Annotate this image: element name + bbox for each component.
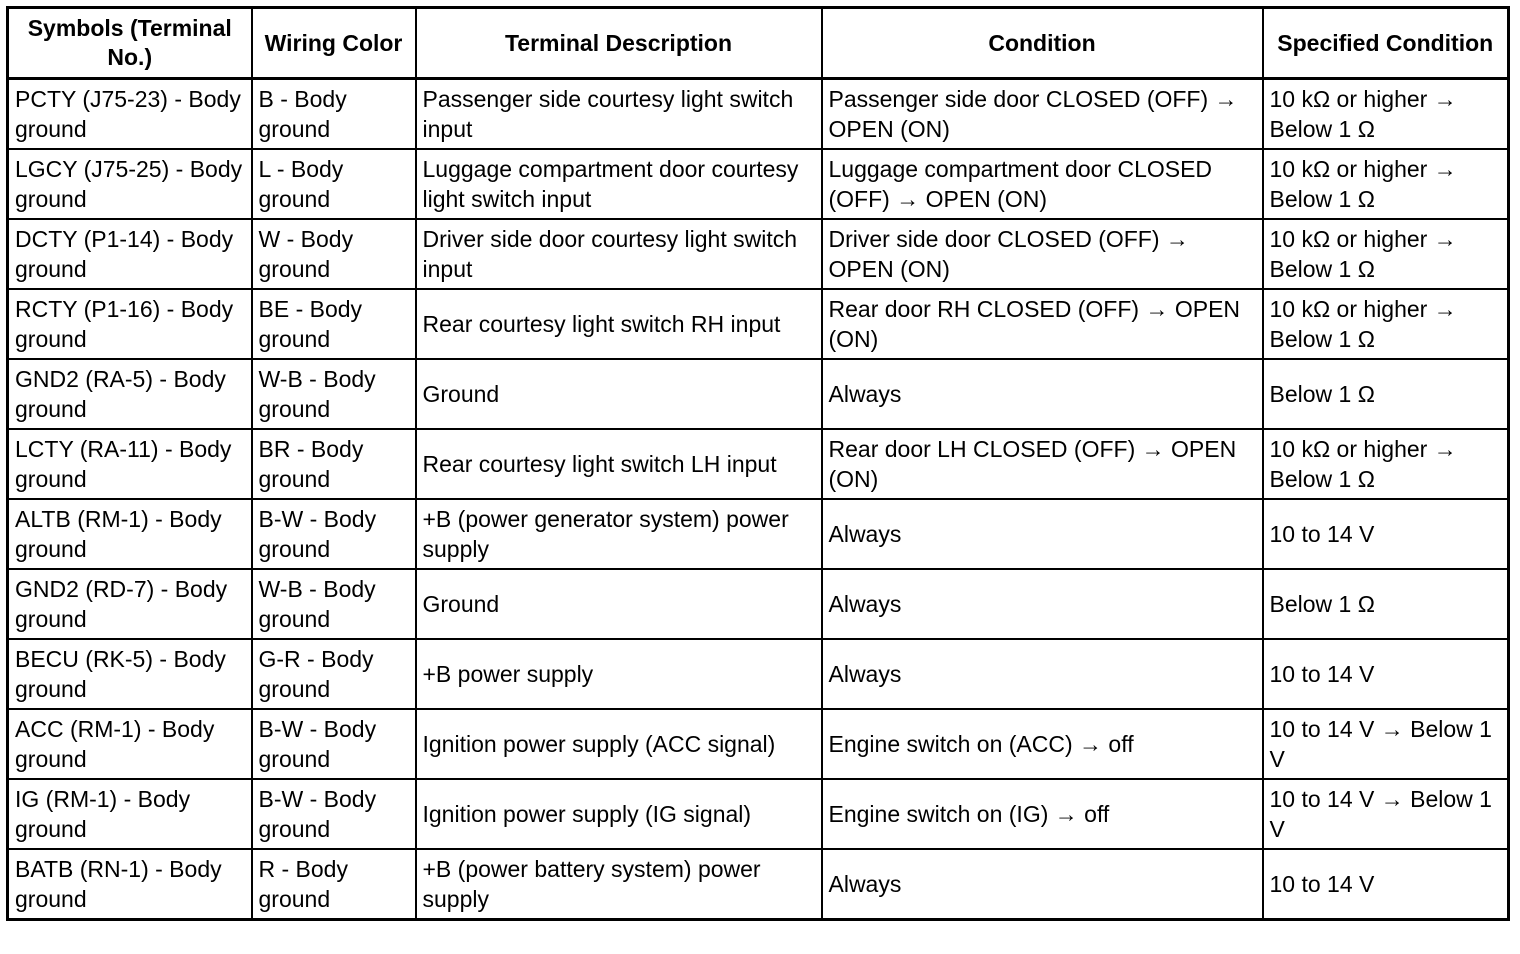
table-row [8, 219, 1509, 289]
cell-symbol: BATB (RN-1) - Body ground [8, 849, 252, 920]
cell-symbol: BECU (RK-5) - Body ground [8, 639, 252, 709]
cell-symbol: IG (RM-1) - Body ground [8, 779, 252, 849]
cell-specified-condition: 10 kΩ or higher → Below 1 Ω [1263, 79, 1509, 150]
cell-terminal-description: Rear courtesy light switch LH input [416, 429, 822, 499]
cell-condition: Always [822, 849, 1263, 920]
cell-wiring-color: B-W - Body ground [252, 499, 416, 569]
table-row [8, 429, 1509, 499]
cell-specified-condition: 10 kΩ or higher → Below 1 Ω [1263, 149, 1509, 219]
cell-specified-condition: 10 to 14 V [1263, 639, 1509, 709]
cell-condition: Luggage compartment door CLOSED (OFF) → OPEN (ON) [822, 149, 1263, 219]
cell-wiring-color: L - Body ground [252, 149, 416, 219]
cell-wiring-color: B-W - Body ground [252, 779, 416, 849]
cell-specified-condition: 10 kΩ or higher → Below 1 Ω [1263, 429, 1509, 499]
cell-symbol: DCTY (P1-14) - Body ground [8, 219, 252, 289]
table-row [8, 849, 1509, 920]
cell-terminal-description: Ignition power supply (ACC signal) [416, 709, 822, 779]
cell-specified-condition: 10 to 14 V → Below 1 V [1263, 779, 1509, 849]
table-row [8, 289, 1509, 359]
cell-symbol: RCTY (P1-16) - Body ground [8, 289, 252, 359]
cell-specified-condition: Below 1 Ω [1263, 569, 1509, 639]
cell-wiring-color: B - Body ground [252, 79, 416, 150]
cell-terminal-description: +B (power generator system) power supply [416, 499, 822, 569]
cell-symbol: LCTY (RA-11) - Body ground [8, 429, 252, 499]
cell-condition: Rear door RH CLOSED (OFF) → OPEN (ON) [822, 289, 1263, 359]
header-symbols: Symbols (Terminal No.) [8, 8, 252, 79]
cell-terminal-description: Passenger side courtesy light switch input [416, 79, 822, 150]
cell-terminal-description: Ground [416, 359, 822, 429]
header-condition: Condition [822, 8, 1263, 79]
cell-condition: Always [822, 569, 1263, 639]
cell-wiring-color: W - Body ground [252, 219, 416, 289]
cell-condition: Rear door LH CLOSED (OFF) → OPEN (ON) [822, 429, 1263, 499]
header-terminal-description: Terminal Description [416, 8, 822, 79]
cell-symbol: LGCY (J75-25) - Body ground [8, 149, 252, 219]
cell-symbol: GND2 (RD-7) - Body ground [8, 569, 252, 639]
cell-condition: Always [822, 639, 1263, 709]
header-specified-condition: Specified Condition [1263, 8, 1509, 79]
table-header [8, 8, 1509, 79]
header-row [8, 8, 1509, 79]
header-wiring-color: Wiring Color [252, 8, 416, 79]
cell-specified-condition: 10 kΩ or higher → Below 1 Ω [1263, 289, 1509, 359]
terminal-spec-table [6, 6, 1510, 921]
cell-symbol: GND2 (RA-5) - Body ground [8, 359, 252, 429]
table-body [8, 79, 1509, 920]
cell-symbol: ALTB (RM-1) - Body ground [8, 499, 252, 569]
cell-condition: Passenger side door CLOSED (OFF) → OPEN (ON) [822, 79, 1263, 150]
cell-condition: Always [822, 499, 1263, 569]
cell-wiring-color: W-B - Body ground [252, 359, 416, 429]
table-row [8, 79, 1509, 150]
cell-specified-condition: 10 to 14 V → Below 1 V [1263, 709, 1509, 779]
cell-terminal-description: +B power supply [416, 639, 822, 709]
table-row [8, 639, 1509, 709]
cell-terminal-description: Ignition power supply (IG signal) [416, 779, 822, 849]
cell-specified-condition: 10 to 14 V [1263, 849, 1509, 920]
cell-terminal-description: Rear courtesy light switch RH input [416, 289, 822, 359]
cell-specified-condition: Below 1 Ω [1263, 359, 1509, 429]
table-row [8, 149, 1509, 219]
cell-wiring-color: W-B - Body ground [252, 569, 416, 639]
cell-wiring-color: R - Body ground [252, 849, 416, 920]
cell-terminal-description: Ground [416, 569, 822, 639]
cell-specified-condition: 10 kΩ or higher → Below 1 Ω [1263, 219, 1509, 289]
cell-wiring-color: B-W - Body ground [252, 709, 416, 779]
cell-wiring-color: BR - Body ground [252, 429, 416, 499]
cell-condition: Engine switch on (IG) → off [822, 779, 1263, 849]
cell-condition: Driver side door CLOSED (OFF) → OPEN (ON) [822, 219, 1263, 289]
cell-wiring-color: G-R - Body ground [252, 639, 416, 709]
table-row [8, 499, 1509, 569]
cell-condition: Always [822, 359, 1263, 429]
cell-symbol: PCTY (J75-23) - Body ground [8, 79, 252, 150]
cell-terminal-description: Driver side door courtesy light switch input [416, 219, 822, 289]
cell-wiring-color: BE - Body ground [252, 289, 416, 359]
cell-condition: Engine switch on (ACC) → off [822, 709, 1263, 779]
cell-terminal-description: +B (power battery system) power supply [416, 849, 822, 920]
cell-specified-condition: 10 to 14 V [1263, 499, 1509, 569]
table-row [8, 779, 1509, 849]
table-row [8, 359, 1509, 429]
table-row [8, 709, 1509, 779]
table-row [8, 569, 1509, 639]
cell-symbol: ACC (RM-1) - Body ground [8, 709, 252, 779]
cell-terminal-description: Luggage compartment door courtesy light switch input [416, 149, 822, 219]
